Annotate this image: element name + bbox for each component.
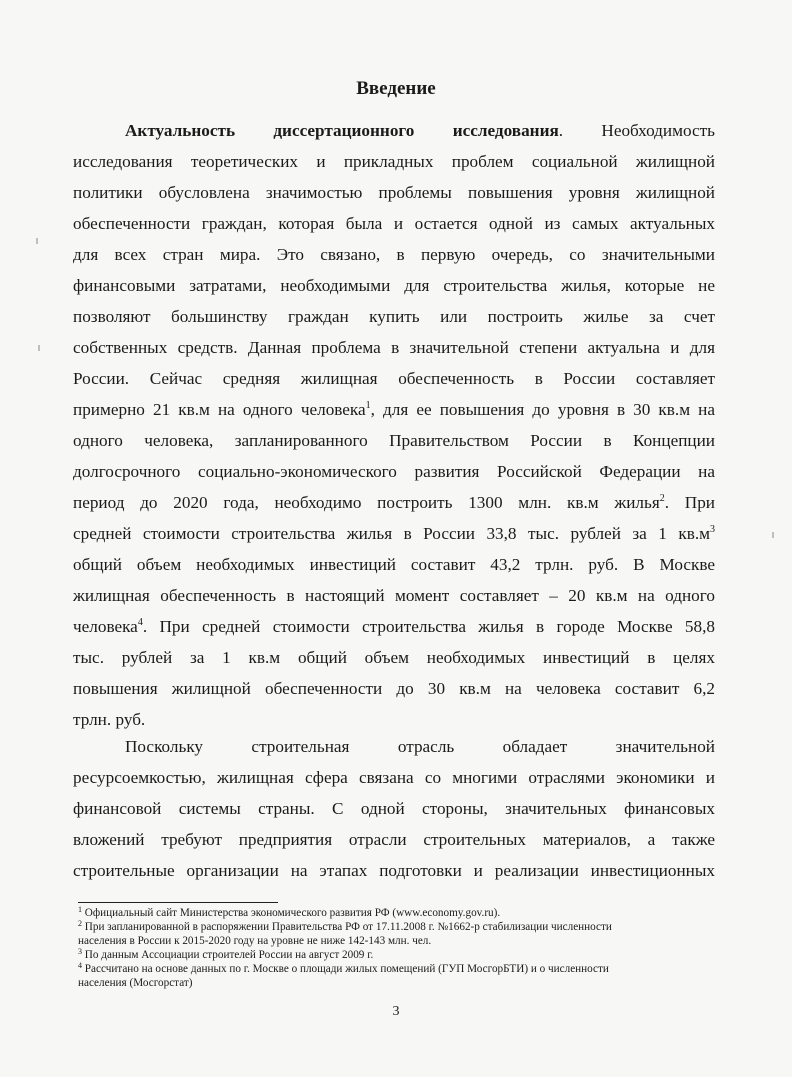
footnote-ref-2: 2 [659, 493, 665, 504]
text-line: одного человека, запланированного Правительством России в Концепции [73, 431, 715, 450]
footnote-divider [78, 902, 278, 903]
text-line: средней стоимости строительства жилья в России 33,8 тыс. рублей за 1 $кв.м^3$ [73, 524, 715, 543]
text-line: Актуальность диссертационного исследования. Необходимость [125, 121, 715, 140]
scan-speck [772, 532, 774, 538]
text-line: для всех стран мира. Это связано, в первую очередь, со значительными [73, 245, 715, 264]
scan-speck [38, 345, 40, 351]
text-line: России. Сейчас средняя жилищная обеспеченность в России составляет [73, 369, 715, 388]
page-title: Введение [356, 78, 436, 99]
footnote-ref-4: 4 [137, 617, 143, 628]
text-line: финансовыми затратами, необходимыми для строительства жилья, которые не [73, 276, 715, 295]
relevance-heading: Актуальность диссертационного исследования [125, 121, 559, 140]
footnote-ref-3: 3 [710, 524, 715, 535]
footnote-1: $^1$ Официальный сайт Министерства экономического развития РФ (www.economy.gov.ru). [78, 905, 501, 919]
text-line: примерно 21 кв.м на одного человека$^1$, для ее повышения до уровня в 30 кв.м на [73, 400, 715, 419]
footnotes [78, 906, 718, 990]
paragraph-resource-intensity [73, 731, 715, 886]
text-line: трлн. руб. [73, 710, 146, 729]
footnote-4: $^4$ Рассчитано на основе данных по г. Москве о площади жилых помещений (ГУП МосгорБТИ) и о численности населения (Мосгорстат) [78, 961, 609, 989]
text-line: Поскольку строительная отрасль обладает значительной [125, 737, 715, 756]
page-number: 3 [392, 1004, 400, 1019]
text-line: обеспеченности граждан, которая была и остается одной из самых актуальных [73, 214, 715, 233]
text-line: человека$^4$. При средней стоимости строительства жилья в городе Москве 58,8 [73, 617, 715, 636]
text-line: тыс. рублей за 1 кв.м общий объем необходимых инвестиций в целях [73, 648, 715, 667]
text-line: исследования теоретических и прикладных проблем социальной жилищной [73, 152, 715, 171]
text-line: повышения жилищной обеспеченности до 30 кв.м на человека составит 6,2 [73, 679, 715, 698]
footnote-3: $^3$ По данным Ассоциации строителей России на август 2009 г. [78, 947, 374, 961]
text-line: позволяют большинству граждан купить или построить жилье за счет [73, 307, 715, 326]
text-line: долгосрочного социально-экономического развития Российской Федерации на [73, 462, 715, 481]
footnote-2: $^2$ При запланированной в распоряжении Правительства РФ от 17.11.2008 г. №1662-р стабилизации численности населения в России к 2015-2020 году на уровне не ниже 142-143 млн. чел. [78, 919, 612, 947]
scan-speck [36, 238, 38, 244]
text-line: жилищная обеспеченность в настоящий момент составляет – 20 кв.м на одного [73, 586, 715, 605]
text-line: общий объем необходимых инвестиций составит 43,2 трлн. руб. В Москве [73, 555, 715, 574]
text-line: строительные организации на этапах подготовки и реализации инвестиционных [73, 861, 715, 880]
text-line: ресурсоемкостью, жилищная сфера связана со многими отраслями экономики и [73, 768, 715, 787]
footnote-ref-1: 1 [365, 400, 371, 411]
text-line: вложений требуют предприятия отрасли строительных материалов, а также [73, 830, 715, 849]
paragraph-relevance [73, 115, 715, 735]
text-line: финансовой системы страны. С одной стороны, значительных финансовых [73, 799, 715, 818]
text-line: политики обусловлена значимостью проблемы повышения уровня жилищной [73, 183, 715, 202]
text-line: собственных средств. Данная проблема в значительной степени актуальна и для [73, 338, 715, 357]
text-line: период до 2020 года, необходимо построить 1300 млн. кв.м жилья$^2$. При [73, 493, 715, 512]
